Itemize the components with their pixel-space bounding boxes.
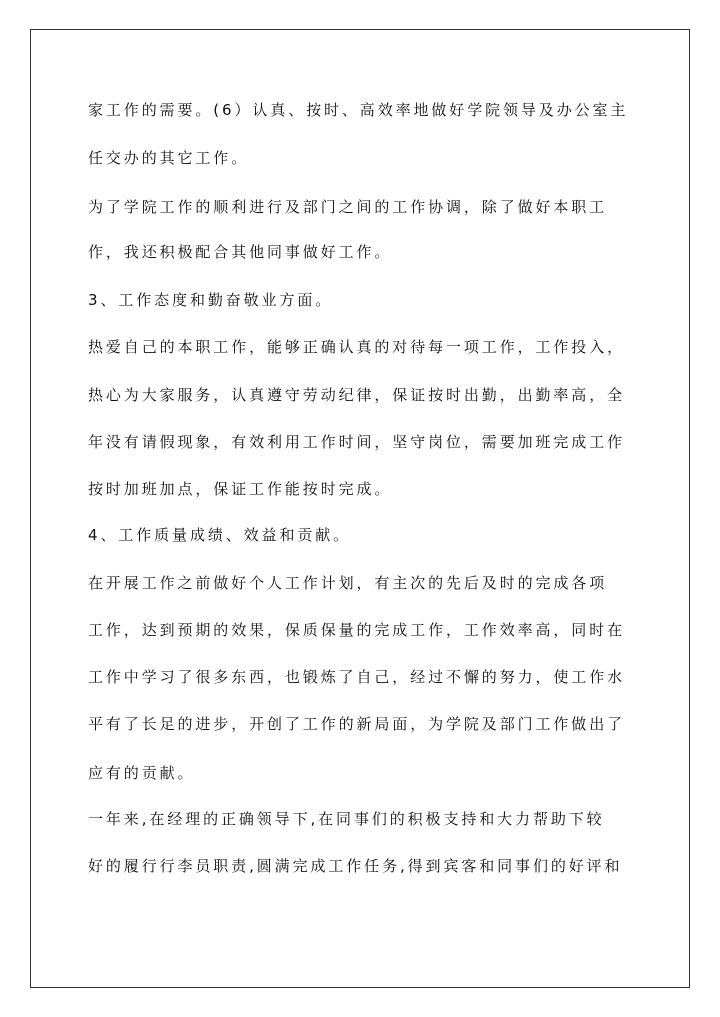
text-line: 应有的贡献。 [88, 764, 196, 782]
text-line: 热心为大家服务，认真遵守劳动纪律，保证按时出勤，出勤率高，全 [88, 386, 626, 404]
section-heading: 3、工作态度和勤奋敬业方面。 [88, 291, 334, 309]
text-line: 工作中学习了很多东西，也锻炼了自己，经过不懈的努力，使工作水 [88, 668, 626, 686]
text-line: 为了学院工作的顺利进行及部门之间的工作协调，除了做好本职工 [88, 198, 608, 216]
text-line: 热爱自己的本职工作，能够正确认真的对待每一项工作，工作投入， [88, 338, 626, 356]
text-line: 在开展工作之前做好个人工作计划，有主次的先后及时的完成各项 [88, 574, 608, 592]
text-line: 按时加班加点，保证工作能按时完成。 [88, 480, 393, 498]
section-heading: 4、工作质量成绩、效益和贡献。 [88, 526, 352, 544]
page-border [30, 29, 690, 988]
text-line: 任交办的其它工作。 [88, 149, 250, 167]
text-line: 年没有请假现象，有效利用工作时间，坚守岗位，需要加班完成工作 [88, 433, 626, 451]
text-line: 平有了长足的进步，开创了工作的新局面，为学院及部门工作做出了 [88, 715, 626, 733]
text-line: 工作，达到预期的效果，保质保量的完成工作，工作效率高，同时在 [88, 621, 626, 639]
text-line: 好的履行行李员职责,圆满完成工作任务,得到宾客和同事们的好评和 [88, 857, 623, 875]
text-line: 家工作的需要。(6）认真、按时、高效率地做好学院领导及办公室主 [88, 101, 629, 119]
text-line: 一年来,在经理的正确领导下,在同事们的积极支持和大力帮助下较 [88, 810, 605, 828]
text-line: 作，我还积极配合其他同事做好工作。 [88, 243, 393, 261]
